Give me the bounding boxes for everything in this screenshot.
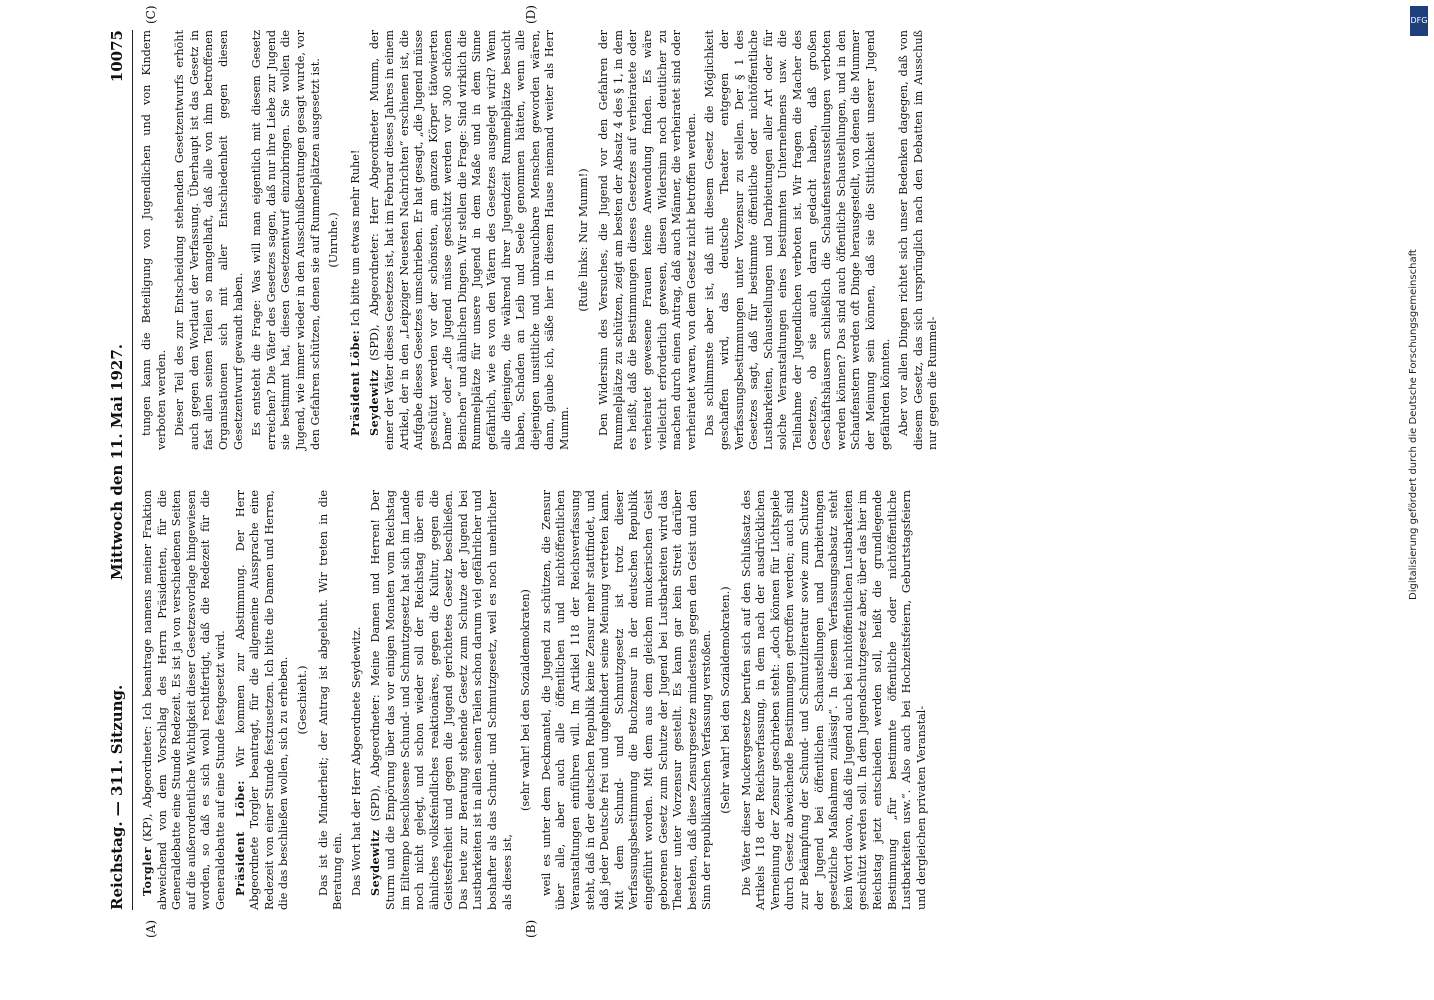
speaker-name: Torgler bbox=[140, 847, 154, 896]
header-session: Reichstag. — 311. Sitzung. bbox=[108, 684, 126, 910]
paragraph-text: Das ist die Minderheit; der Antrag ist abgelehnt. Wir treten in die Beratung ein. bbox=[316, 490, 345, 910]
paragraph-text: (SPD), Abgeordneter: Herr Abgeordneter Mumm, der einer der Väter dieses Gesetzes ist, hat im Februar dieses Jahres in einem Artikel, der in den „Leipziger Neuesten Nachrichten“ erschienen ist, die Aufgabe dieses Gesetzes umschrieben. Er hat gesagt, „die Jugend müsse geschützt werden vor der schönsten, am ganzen Körper tätowierten Dame“ oder „die Jugend müsse geschützt werden vor 300 schönen Beinchen“ und ähnlichen Dingen. Wir stellen die Frage: Sind wirklich die Rummelplätze für unsere Jugend in dem Maße und in dem Sinne gefährlich, wie es von den Vätern des Gesetzes ausgelegt wird? Wenn alle diejenigen, die während ihrer Jugendzeit Rummelplätze besucht haben, Schaden an Leib und Seele genommen hätten, wenn alle diejenigen unsittliche und unbrauchbare Menschen geworden wären, dann, glaube ich, säße hier in diesem Hause niemand weiter als Herr Mumm. bbox=[368, 30, 572, 450]
speaker-name: Präsident Löbe: bbox=[347, 329, 362, 436]
paragraph-text: tungen kann die Beteiligung von Jugendlichen und von Kindern verboten werden. bbox=[140, 30, 168, 450]
paragraph bbox=[250, 30, 323, 450]
paragraph bbox=[597, 30, 699, 450]
paragraph bbox=[350, 490, 365, 910]
paragraph-text: Aber vor allen Dingen richtet sich unser Bedenken dagegen, daß von diesem Gesetz, das sich ursprünglich nach den Debatten im Ausschuß nur gegen die Rummel- bbox=[897, 30, 940, 450]
margin-mark-b: (B) bbox=[524, 919, 538, 938]
paragraph bbox=[140, 490, 229, 910]
margin-mark-a: (A) bbox=[144, 919, 158, 938]
paragraph-text: Das schlimmste aber ist, daß mit diesem Gesetz die Möglichkeit geschaffen wird, das deutsche Theater entgegen der Verfassungsbestimmungen unter Vorzensur zu stellen. Der § 1 des Gesetzes sagt, daß für bestimmte öffentliche oder nichtöffentliche Lustbarkeiten, Schaustellungen und Darbietungen aller Art oder für solche Veranstaltungen eines bestimmten Unternehmens usw. die Teilnahme der Jugendlichen verboten ist. Wir fragen die Macher des Gesetzes, ob sie auch daran gedacht haben, daß großen Geschäftshäusern schließlich die Schaufensterausstellungen verboten werden können? Das sind auch öffentliche Schaustellungen, und in den Schaufenstern werden oft Dinge herausgestellt, von denen die Mummer der Meinung sein können, daß sie die Sittlichkeit unserer Jugend gefährden könnten. bbox=[703, 30, 892, 450]
paragraph bbox=[703, 30, 893, 450]
header-date: Mittwoch den 11. Mai 1927. bbox=[108, 343, 126, 580]
interjection: (Geschieht.) bbox=[295, 665, 309, 735]
paragraph bbox=[173, 30, 246, 450]
page-header bbox=[104, 30, 133, 910]
paragraph-text: Die Väter dieser Muckergesetze berufen sich auf den Schlußsatz des Artikels 118 der Reichsverfassung, in dem nach der ausdrücklichen Verneinung der Zensur geschrieben steht: „doch können für Lichtspiele durch Gesetz abweichende Bestimmungen getroffen werden; auch sind zur Bekämpfung der Schund- und Schmutzliteratur sowie zum Schutze der Jugend bei öffentlichen Schaustellungen und Darbietungen gesetzliche Maßnahmen zulässig“. In diesem Verfassungsabsatz steht kein Wort davon, daß die Jugend auch bei nichtöffentlichen Lustbarkeiten geschützt werden soll. In dem Jugendschutzgesetz aber, über das hier im Reichstag jetzt entschieden werden soll, heißt die grundlegende Bestimmung „für bestimmte öffentliche oder nichtöffentliche Lustbarkeiten usw.“. Also auch bei Hochzeitsfeiern, Geburtstagsfeiern und dergleichen privaten Veranstal- bbox=[739, 490, 928, 910]
margin-mark-d: (D) bbox=[524, 5, 538, 24]
funding-note-strip bbox=[1406, 0, 1432, 1000]
left-text-column bbox=[140, 490, 933, 910]
paragraph bbox=[540, 490, 715, 910]
funding-note: Digitalisierung gefördert durch die Deutsche Forschungsgemeinschaft bbox=[1408, 249, 1419, 600]
paragraph bbox=[233, 490, 292, 910]
paragraph-text: Dieser Teil des zur Entscheidung stehenden Gesetzentwurfs erhöht auch gegen den Wortlaut der Verfassung. Überhaupt ist das Gesetz in fast allen seinen Teilen so mangelhaft, daß alle von ihm betroffenen Organisationen sich mit aller Entschiedenheit gegen diesen Gesetzentwurf gewandt haben. bbox=[173, 30, 245, 450]
interjection: (Sehr wahr! bei den Sozialdemokraten.) bbox=[718, 586, 732, 814]
paragraph bbox=[368, 490, 515, 910]
speaker-name: Seydewitz bbox=[368, 829, 383, 896]
speaker-name: Seydewitz bbox=[367, 369, 382, 436]
paragraph bbox=[367, 30, 572, 450]
paragraph-text: Ich bitte um etwas mehr Ruhe! bbox=[348, 149, 362, 327]
rotated-page bbox=[104, 5, 940, 938]
interjection: (Unruhe.) bbox=[327, 212, 341, 268]
paragraph-text: Es entsteht die Frage: Was will man eigentlich mit diesem Gesetz erreichen? Die Väter des Gesetzes sagen, daß nur ihre Liebe zur Jugend sie bestimmt hat, diesen Gesetzentwurf einzubringen. Sie wollen die Jugend, wie immer wieder in den Ausschußberatungen gesagt wurde, vor den Gefahren schützen, denen sie auf Rummelplätzen ausgesetzt ist. bbox=[250, 30, 322, 450]
paragraph bbox=[348, 30, 364, 450]
paragraph-text: weil es unter dem Deckmantel, die Jugend zu schützen, die Zensur über alle, aber auch alle öffentlichen und nichtöffentlichen Veranstaltungen einführen will. Im Artikel 118 der Reichsverfassung steht, daß in der deutschen Republik keine Zensur mehr stattfindet, und daß jeder Deutsche frei und ungehindert seine Meinung vertreten kann. Mit dem Schund- und Schmutzgesetz ist trotz dieser Verfassungsbestimmung die Buchzensur in der deutschen Republik eingeführt worden. Mit dem aus dem gleichen muckerischen Geist geborenen Gesetz zum Schutze der Jugend bei Lustbarkeiten wird das Theater unter Vorzensur gestellt. Es kann gar kein Streit darüber bestehen, daß diese Zensurgesetze mindestens gegen den Geist und den Sinn der republikanischen Verfassung verstoßen. bbox=[539, 490, 714, 910]
dfg-logo: DFG bbox=[1410, 6, 1428, 36]
speaker-name: Präsident Löbe: bbox=[232, 780, 247, 896]
paragraph-text: Das Wort hat der Herr Abgeordnete Seydewitz. bbox=[349, 626, 363, 896]
paragraph-text: Wir kommen zur Abstimmung. Der Herr Abgeordnete Torgler beantragt, für die allgemeine Aussprache eine Redezeit von einer Stunde festzusetzen. Ich bitte die Damen und Herren, die das beschließen wollen, sich zu erheben. bbox=[233, 489, 291, 910]
paragraph bbox=[897, 30, 941, 450]
paragraph bbox=[317, 490, 346, 910]
paragraph bbox=[740, 490, 930, 910]
paragraph bbox=[140, 30, 169, 450]
paragraph-text: (KP), Abgeordneter: Ich beantrage namens meiner Fraktion abweichend von dem Vorschlag des Herrn Präsidenten, für die Generaldebatte eine Stunde Redezeit. Es ist ja von verschiedenen Seiten auf die außerordentliche Wichtigkeit dieser Gesetzesvorlage hingewiesen worden, so daß es sich wohl rechtfertigt, daß die Redezeit für die Generaldebatte auf eine Stunde festgesetzt wird. bbox=[141, 490, 227, 910]
page-number: 10075 bbox=[108, 30, 126, 83]
margin-mark-c: (C) bbox=[144, 5, 158, 24]
paragraph-text: Den Widersinn des Versuches, die Jugend vor den Gefahren der Rummelplätze zu schützen, zeigt am besten der Absatz 4 des § 1, in dem es heißt, daß die Bestimmungen dieses Gesetzes auf verheiratete oder verheiratet gewesene Frauen keine Anwendung finden. Es wäre vielleicht erforderlich gewesen, diesen Widersinn noch deutlicher zu machen durch einen Antrag, daß auch Männer, die verheiratet sind oder verheiratet waren, von dem Gesetz nicht betroffen werden. bbox=[597, 30, 698, 450]
paragraph-text: (SPD), Abgeordneter: Meine Damen und Herren! Der Sturm und die Empörung über das vor einigen Monaten vom Reichstag im Eiltempo beschlossene Schund- und Schmutzgesetz hat sich im Lande noch nicht gelegt, und schon wieder soll der Reichstag über ein ähnliches volksfeindliches reaktionäres, gegen die Kultur, gegen die Geistesfreiheit und gegen die Jugend gerichtetes Gesetz beschließen. Das heute zur Beratung stehende Gesetz zum Schutze der Jugend bei Lustbarkeiten ist in allen seinen Teilen schon darum viel gefährlicher und boshafter als das Schund- und Schmutzgesetz, weil es noch unehrlicher als dieses ist, bbox=[369, 489, 514, 910]
interjection: (sehr wahr! bei den Sozialdemokraten) bbox=[519, 589, 533, 811]
right-text-column bbox=[140, 30, 945, 450]
interjection: (Rufe links: Nur Mumm!) bbox=[576, 168, 590, 312]
